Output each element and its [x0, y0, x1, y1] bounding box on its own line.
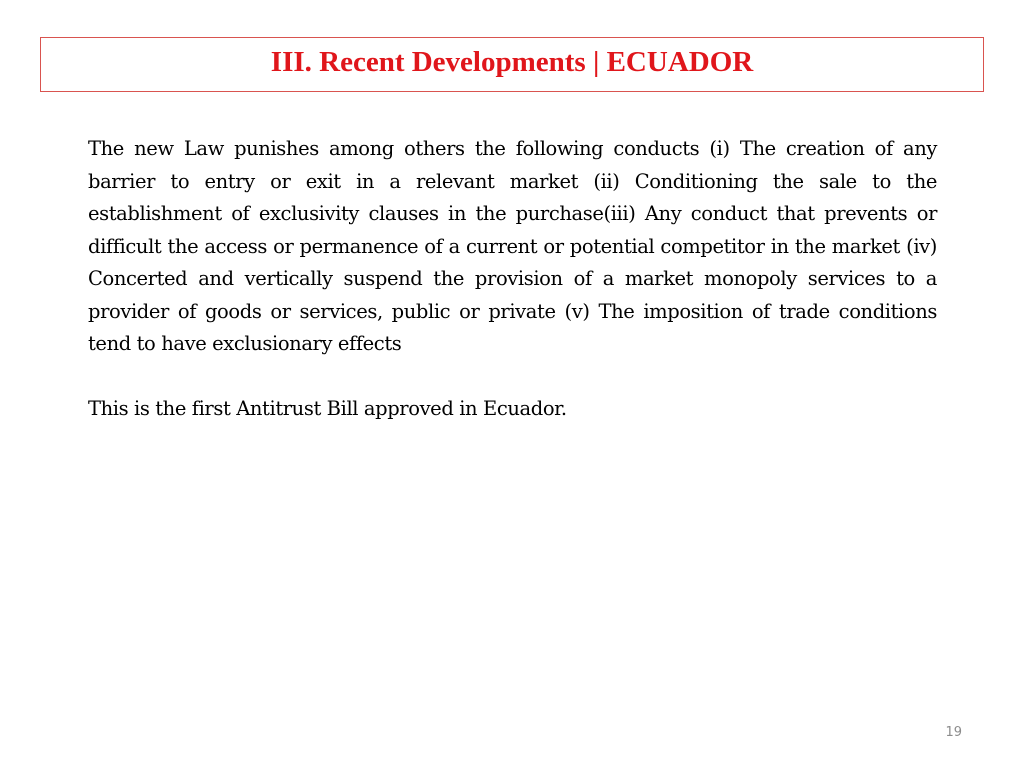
page-number: 19 [945, 725, 962, 740]
body-paragraph: This is the first Antitrust Bill approved in Ecuador. [88, 396, 567, 420]
title-box [40, 37, 984, 92]
slide-body [88, 133, 937, 425]
body-paragraph: The new Law punishes among others the following conducts (i) The creation of any barrier to entry or exit in a relevant market (ii) Conditioning the sale to the establishment of exclusivity clauses in the purchase(iii) Any conduct that prevents or difficult the access or permanence of a current or potential competitor in the market (iv) Concerted and vertically suspend the provision of a market monopoly services to a provider of goods or services, public or private (v) The imposition of trade conditions tend to have exclusionary effects [88, 137, 937, 355]
slide-title: III. Recent Developments | ECUADOR [270, 46, 754, 78]
